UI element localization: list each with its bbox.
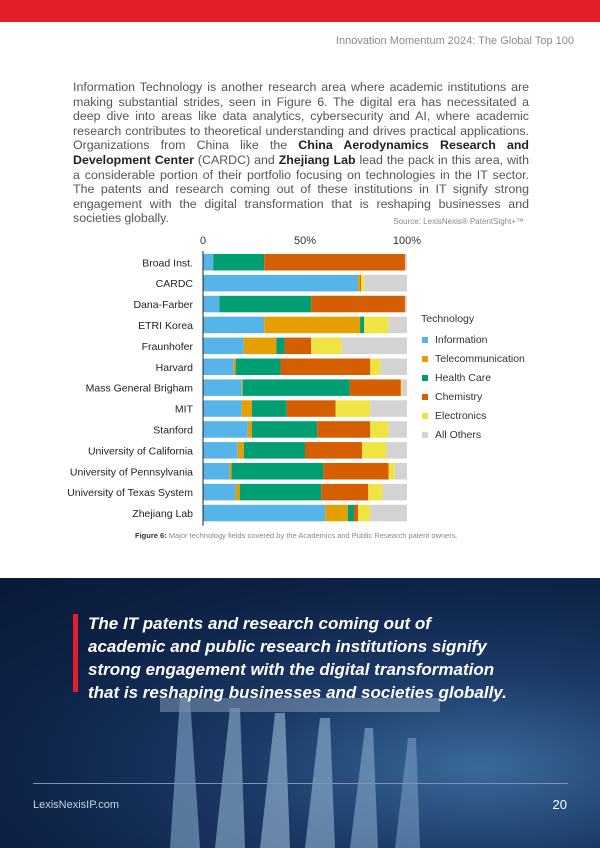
category-label: Mass General Brigham <box>85 382 193 395</box>
bar-segment-chemistry <box>305 442 362 459</box>
legend-swatch <box>422 432 428 438</box>
bar-segment-health-care <box>276 338 284 355</box>
bold-zhejiang: Zhejiang Lab <box>278 152 356 167</box>
bar-segment-information <box>203 421 248 438</box>
bar-segment-electronics <box>368 484 382 501</box>
bar-segment-chemistry <box>360 275 361 292</box>
bar-segment-telecommunication <box>248 421 252 438</box>
category-label: University of Texas System <box>67 487 193 500</box>
bar-segment-telecommunication <box>238 442 244 459</box>
bar-segment-information <box>203 359 234 376</box>
bar-segment-electronics <box>370 359 380 376</box>
legend-item <box>421 349 525 368</box>
bar-segment-electronics <box>361 275 364 292</box>
legend-label: Health Care <box>435 371 492 384</box>
bar-segment-chemistry <box>321 484 368 501</box>
bar-segment-all-others <box>405 296 407 313</box>
bar-segment-electronics <box>362 442 386 459</box>
legend-swatch <box>422 356 428 362</box>
x-tick-label: 50% <box>293 235 317 247</box>
bar-segment-information <box>203 379 242 396</box>
bar-segment-all-others <box>389 317 407 334</box>
category-label: CARDC <box>155 278 193 291</box>
bar-segment-information <box>203 442 238 459</box>
bar-segment-information <box>203 338 244 355</box>
legend-swatch <box>422 413 428 419</box>
bold-cardc: China Aerodynamics Research and Development Center <box>73 138 529 167</box>
top-accent-bar <box>0 0 600 22</box>
bar-segment-information <box>203 484 236 501</box>
bar-segment-telecommunication <box>242 379 243 396</box>
bar-segment-all-others <box>389 421 407 438</box>
bar-segment-electronics <box>364 317 388 334</box>
legend-label: All Others <box>435 428 482 441</box>
bar-segment-information <box>203 275 358 292</box>
chart-legend <box>421 313 525 444</box>
bar-segment-health-care <box>252 400 287 417</box>
bar-segment-chemistry <box>350 379 401 396</box>
bar-segment-all-others <box>370 505 407 522</box>
category-label: Dana-Farber <box>133 299 193 312</box>
footer-url-link[interactable]: LexisNexisIP.com <box>33 799 119 811</box>
category-label: Harvard <box>155 361 193 374</box>
bar-segment-chemistry <box>264 254 405 271</box>
bar-segment-electronics <box>358 505 370 522</box>
bar-segment-telecommunication <box>264 317 360 334</box>
legend-swatch <box>422 337 428 343</box>
body-paragraph <box>73 80 529 226</box>
bar-segment-telecommunication <box>242 400 252 417</box>
bar-segment-health-care <box>244 442 305 459</box>
quote-accent-bar <box>73 614 78 692</box>
legend-label: Information <box>435 333 488 346</box>
bar-segment-health-care <box>348 505 354 522</box>
bar-segment-chemistry <box>285 338 312 355</box>
bar-segment-telecommunication <box>234 359 236 376</box>
category-label: Zhejiang Lab <box>132 508 193 521</box>
legend-title: Technology <box>421 313 475 325</box>
footer-divider <box>33 783 568 784</box>
bar-segment-telecommunication <box>358 275 360 292</box>
figure-caption <box>135 531 458 540</box>
category-label: University of California <box>87 445 193 458</box>
bar-segment-chemistry <box>323 463 388 480</box>
bar-segment-health-care <box>243 379 350 396</box>
legend-label: Telecommunication <box>435 352 525 365</box>
chart-source: Source: LexisNexis® PatentSight+™ <box>393 217 524 226</box>
bar-segment-chemistry <box>317 421 370 438</box>
bar-segment-all-others <box>395 463 407 480</box>
legend-swatch <box>422 394 428 400</box>
bar-segment-health-care <box>236 359 281 376</box>
bar-segment-health-care <box>213 254 264 271</box>
bar-segment-telecommunication <box>244 338 277 355</box>
text: (CARDC) and <box>193 152 279 167</box>
bar-segment-health-care <box>360 317 364 334</box>
bar-segment-all-others <box>342 338 407 355</box>
legend-item <box>421 368 525 387</box>
bar-segment-telecommunication <box>236 484 240 501</box>
bar-segment-all-others <box>370 400 407 417</box>
caption-text: Major technology fields covered by the Academics and Public Research patent owners. <box>166 531 458 540</box>
bar-segment-chemistry <box>287 400 336 417</box>
bar-segment-electronics <box>311 338 342 355</box>
bar-segment-health-care <box>252 421 317 438</box>
bar-segment-electronics <box>370 421 388 438</box>
legend-label: Electronics <box>435 409 487 422</box>
bar-segment-information <box>203 400 242 417</box>
bar-segment-information <box>203 463 230 480</box>
bar-segment-electronics <box>401 379 402 396</box>
category-label: University of Pennsylvania <box>69 466 193 479</box>
bar-segment-all-others <box>405 254 407 271</box>
bar-segment-telecommunication <box>325 505 347 522</box>
bar-segment-all-others <box>364 275 407 292</box>
bar-segment-all-others <box>380 359 407 376</box>
category-label: ETRI Korea <box>138 319 193 332</box>
caption-label: Figure 6: <box>135 531 167 540</box>
legend-item <box>421 425 525 444</box>
bar-segment-health-care <box>219 296 311 313</box>
bar-segment-information <box>203 296 219 313</box>
category-label: Stanford <box>153 424 193 437</box>
bar-segment-health-care <box>240 484 322 501</box>
pull-quote: The IT patents and research coming out of academic and public research institutions signify strong engagement with the digital transformation that is reshaping businesses and societies globally. <box>88 614 507 702</box>
bar-segment-electronics <box>336 400 371 417</box>
bar-segment-information <box>203 317 264 334</box>
bar-segment-health-care <box>232 463 324 480</box>
text: Information Technology is another research area where academic institutions are making substantial strides, seen in Figure 6. The digital era has necessitated a deep dive into areas like data analytics, cybersecurity and AI, where academic research contributes to theoretical understanding and drives practical applications. Organizations from China like the <box>73 80 529 153</box>
bar-segment-all-others <box>402 379 407 396</box>
bar-segment-electronics <box>389 463 395 480</box>
category-label: MIT <box>174 403 193 416</box>
text: lead the pack in this area, with a considerable portion of their portfolio focusing on technologies in the IT sector. The patents and research coming out of these institutions in IT signify strong engagement with the digital transformation that is reshaping businesses and societies globally. <box>73 152 529 226</box>
bar-segment-all-others <box>383 484 407 501</box>
legend-item <box>421 406 525 425</box>
bar-segment-information <box>203 505 325 522</box>
legend-label: Chemistry <box>435 390 483 403</box>
hero-image-banner <box>0 578 600 848</box>
bar-segment-telecommunication <box>230 463 232 480</box>
page-number: 20 <box>552 797 567 812</box>
x-tick-label: 0 <box>199 235 207 247</box>
category-label: Fraunhofer <box>141 340 193 353</box>
legend-item <box>421 387 525 406</box>
bar-segment-chemistry <box>281 359 371 376</box>
x-tick-label: 100% <box>392 235 422 247</box>
bar-segment-chemistry <box>311 296 405 313</box>
legend-swatch <box>422 375 428 381</box>
running-title: Innovation Momentum 2024: The Global Top 100 <box>335 35 574 47</box>
category-label: Broad Inst. <box>142 257 193 270</box>
legend-item <box>421 330 525 349</box>
bar-segment-all-others <box>387 442 407 459</box>
bar-segment-chemistry <box>354 505 358 522</box>
bar-segment-information <box>203 254 213 271</box>
